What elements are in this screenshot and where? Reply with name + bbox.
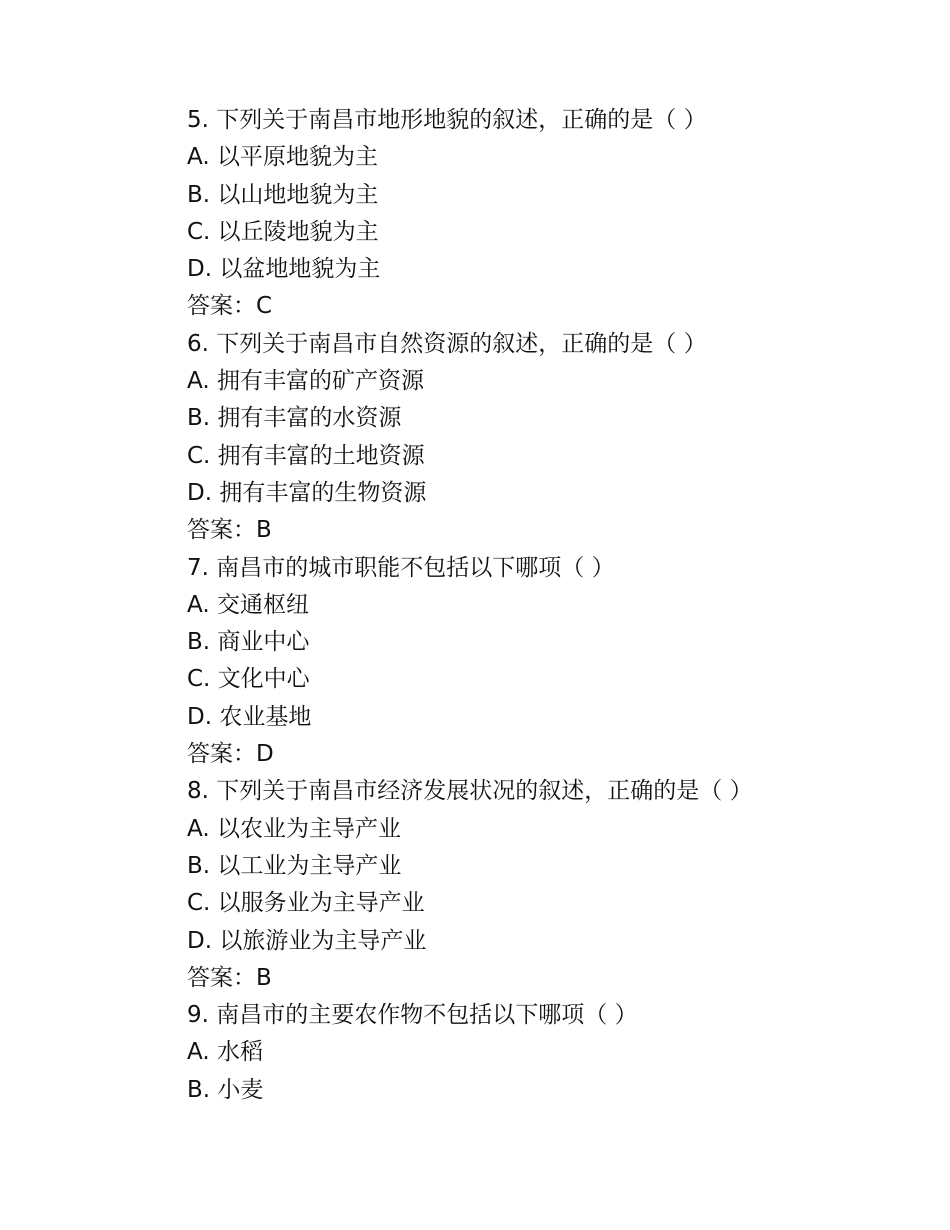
option-c: C. 以服务业为主导产业 — [187, 890, 425, 917]
option-b: B. 商业中心 — [187, 629, 310, 656]
question-stem: 5. 下列关于南昌市地形地貌的叙述，正确的是（ ） — [187, 107, 707, 133]
option-b: B. 拥有丰富的水资源 — [187, 405, 402, 432]
question-7 — [187, 550, 887, 774]
option-d: D. 拥有丰富的生物资源 — [187, 479, 427, 506]
option-b: B. 以山地地貌为主 — [187, 181, 379, 208]
question-6 — [187, 326, 887, 550]
question-stem: 9. 南昌市的主要农作物不包括以下哪项（ ） — [187, 1002, 638, 1029]
option-a: A. 拥有丰富的矿产资源 — [187, 368, 424, 395]
option-c: C. 以丘陵地貌为主 — [187, 218, 379, 245]
answer: 答案：B — [187, 964, 272, 991]
question-stem: 6. 下列关于南昌市自然资源的叙述，正确的是（ ） — [187, 330, 707, 357]
option-c: C. 文化中心 — [187, 666, 310, 693]
option-a: A. 水稻 — [187, 1039, 263, 1066]
option-a: A. 以农业为主导产业 — [187, 815, 401, 842]
question-8 — [187, 773, 887, 997]
option-d: D. 以盆地地貌为主 — [187, 256, 381, 283]
option-a: A. 以平原地貌为主 — [187, 144, 378, 171]
answer: 答案：D — [187, 741, 274, 768]
answer: 答案：B — [187, 517, 272, 544]
question-9 — [187, 997, 887, 1109]
question-list — [187, 102, 887, 1109]
question-5 — [187, 102, 887, 326]
option-d: D. 农业基地 — [187, 703, 312, 730]
option-b: B. 小麦 — [187, 1076, 264, 1103]
question-stem: 7. 南昌市的城市职能不包括以下哪项（ ） — [187, 554, 615, 581]
option-c: C. 拥有丰富的土地资源 — [187, 442, 425, 469]
option-a: A. 交通枢纽 — [187, 591, 309, 618]
option-b: B. 以工业为主导产业 — [187, 852, 402, 879]
question-stem: 8. 下列关于南昌市经济发展状况的叙述，正确的是（ ） — [187, 778, 753, 805]
answer: 答案：C — [187, 293, 273, 320]
option-d: D. 以旅游业为主导产业 — [187, 927, 427, 954]
